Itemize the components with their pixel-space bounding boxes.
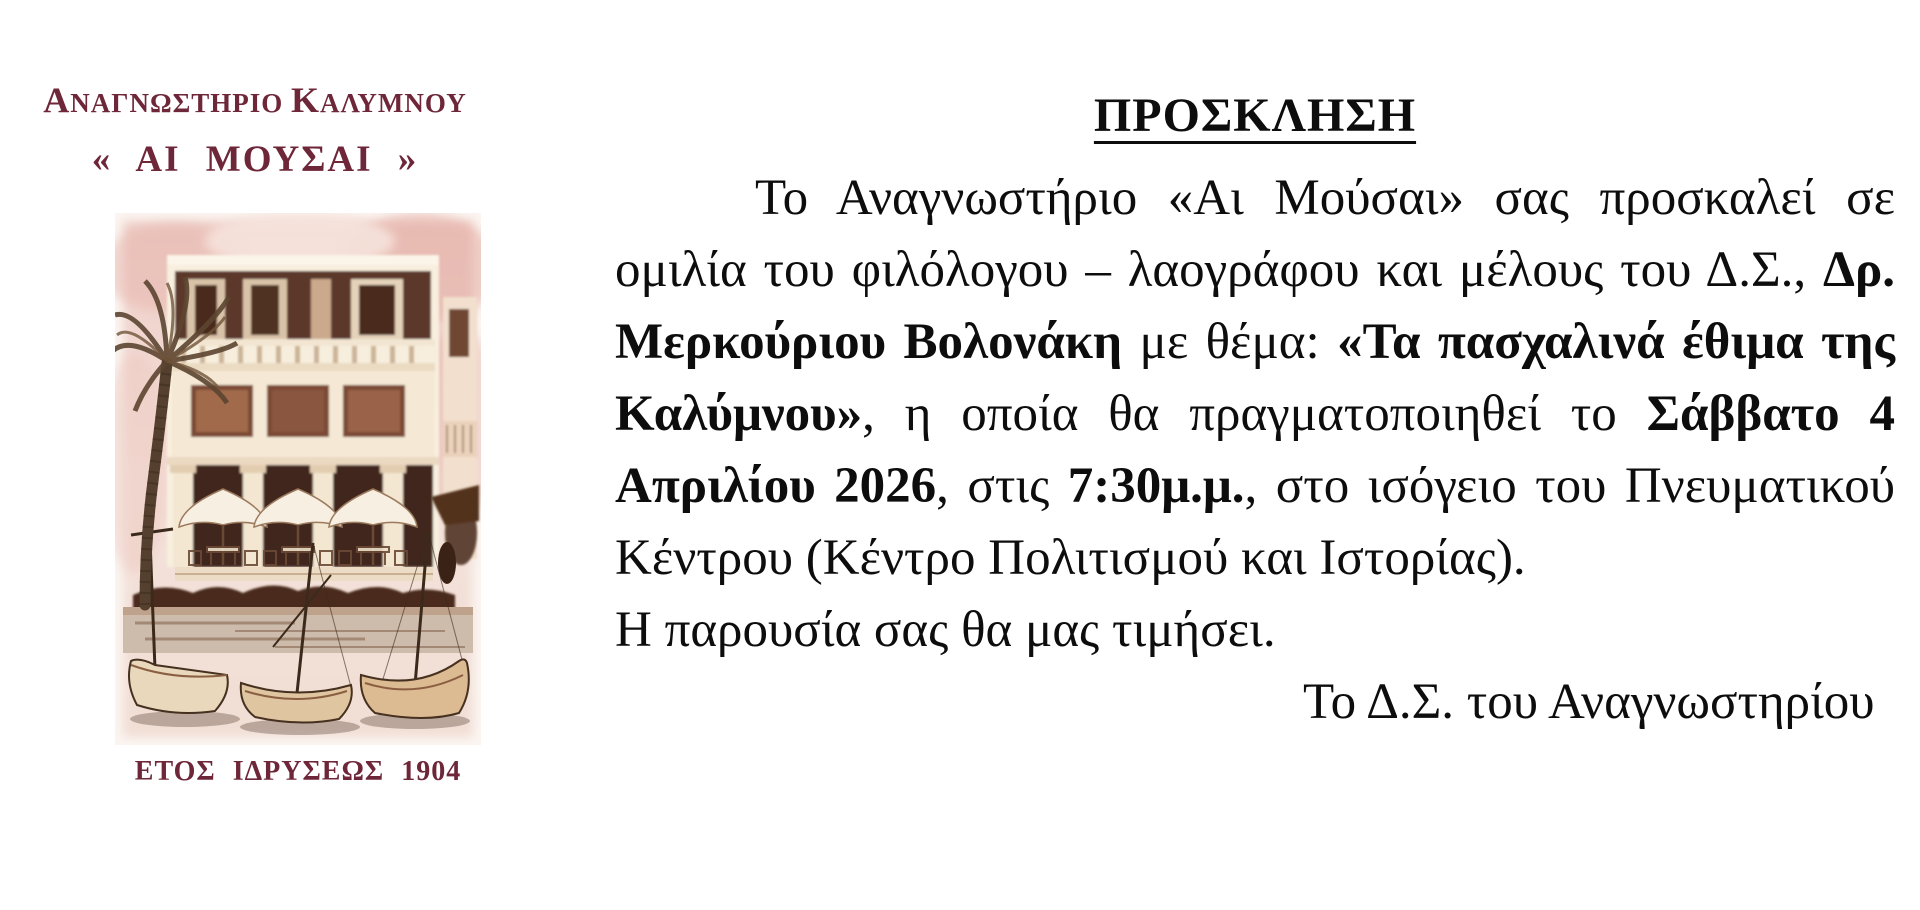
org-subtitle: « ΑΙ ΜΟΥΣΑΙ » [91, 139, 419, 180]
closing-signature: Το Δ.Σ. του Αναγνωστηρίου [1303, 674, 1875, 730]
body-text-run: , στο ισόγειο του Πνευματικού Κέντρου (Κέντρο Πολιτισμού και Ιστορίας). [615, 458, 1896, 586]
body-text-run: με θέμα: [1122, 314, 1338, 370]
body-text-run: , η οποία θα πραγματοποιηθεί το [862, 386, 1647, 442]
invitation-paragraph [615, 162, 1895, 594]
invitation-body [615, 162, 1895, 738]
body-text-run: , στις [936, 458, 1068, 514]
body-text-run: «Τα πασχαλινά έθιμα της Καλύμνου» [615, 314, 1895, 442]
body-text-run: Δρ. Μερκούριου Βολονάκη [615, 242, 1895, 370]
org-name: ΑΝΑΓΝΩΣΤΗΡΙΟ ΚΑΛΥΜΝΟΥ [43, 80, 467, 120]
founding-year-line: ΕΤΟΣ ΙΔΡΥΣΕΩΣ 1904 [134, 756, 462, 787]
masthead-artwork [115, 213, 481, 745]
invitation-title [615, 88, 1895, 143]
body-text-run: 7:30μ.μ. [1067, 458, 1245, 514]
body-text-run: Το Αναγνωστήριο «Αι Μούσαι» σας προσκαλεί σε ομιλία του φιλόλογου – λαογράφου και μέλους του Δ.Σ., [615, 170, 1895, 298]
invitation-title-text: ΠΡΟΣΚΛΗΣΗ [1093, 89, 1417, 142]
honor-line: Η παρουσία σας θα μας τιμήσει. [615, 602, 1276, 658]
body-text-run: Σάββατο 4 Απριλίου 2026 [615, 386, 1895, 514]
watercolor-building-boats-illustration [115, 213, 481, 745]
